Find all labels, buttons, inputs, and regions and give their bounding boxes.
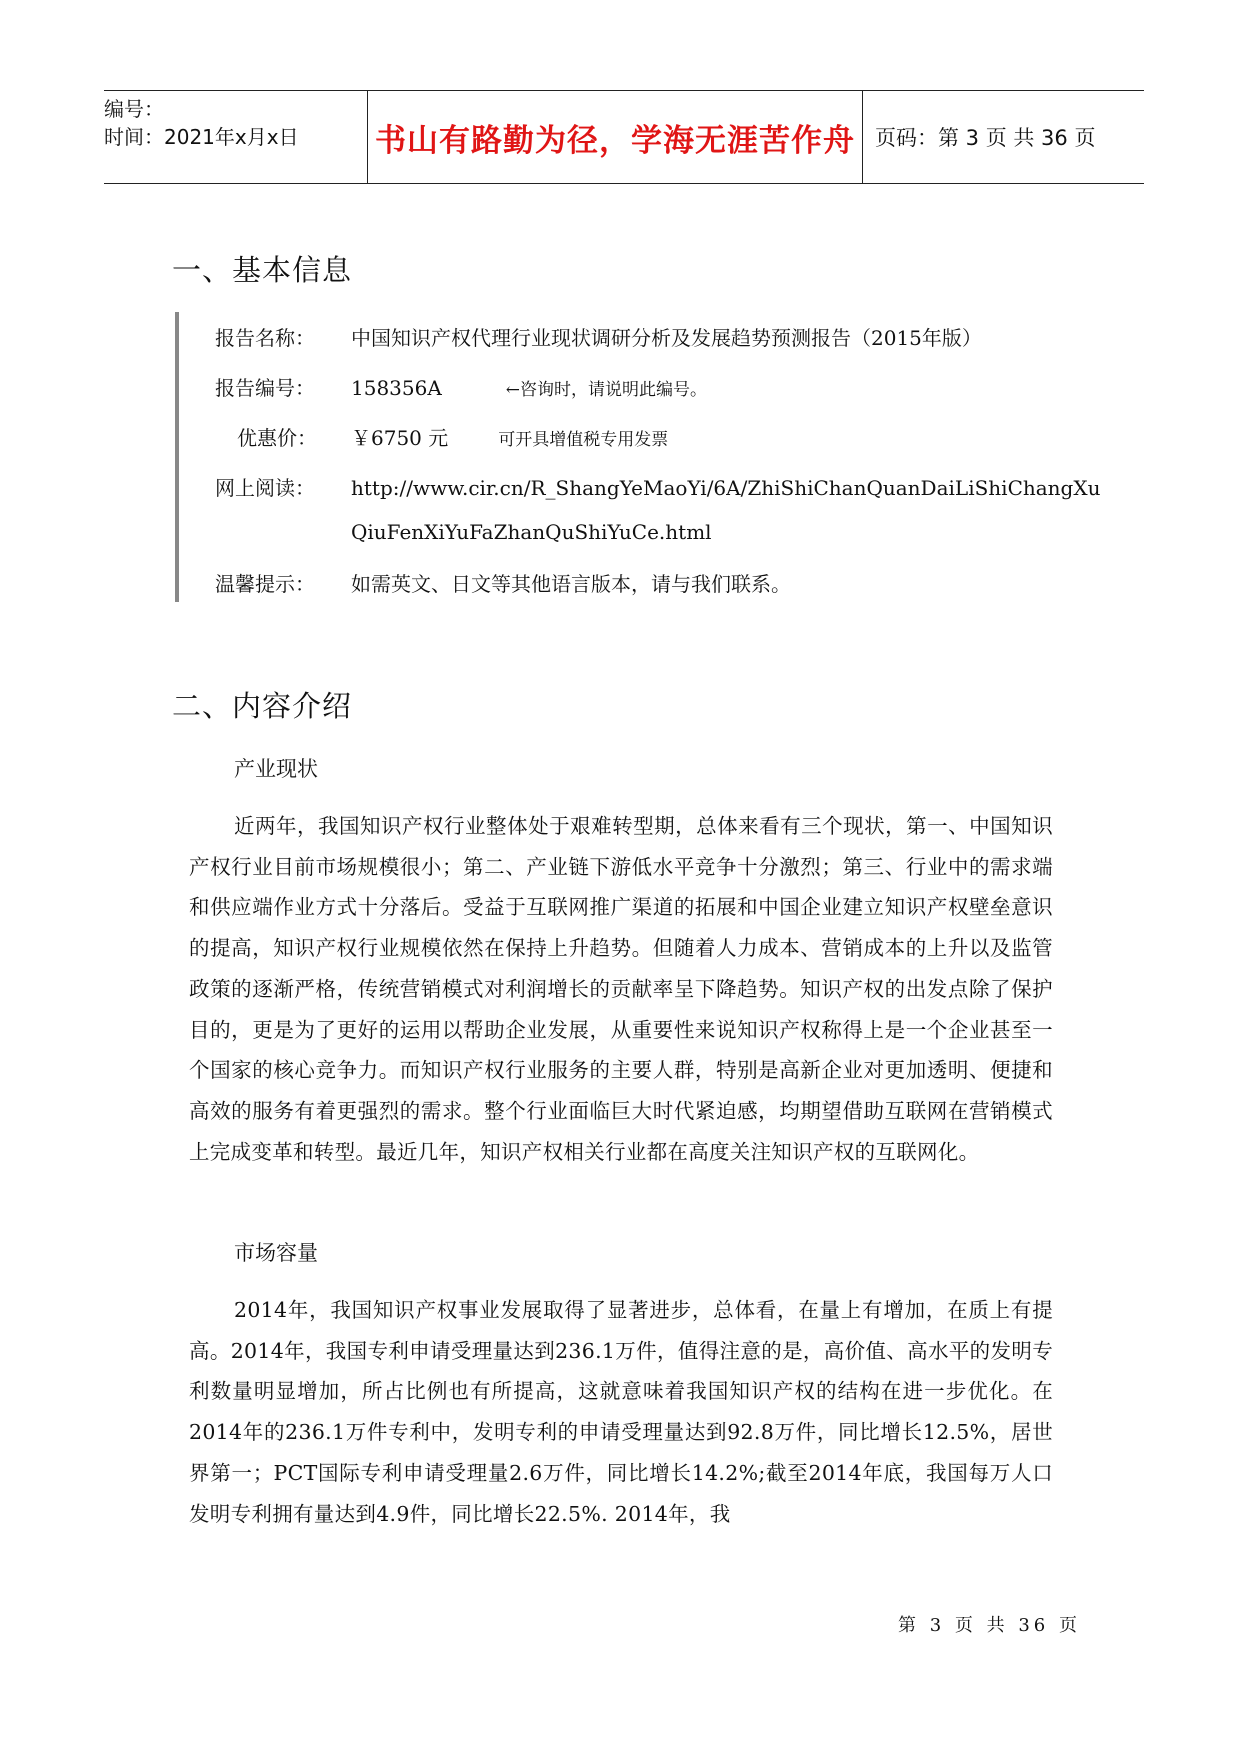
info-row-tip — [215, 568, 791, 597]
info-row-online-url — [215, 472, 1100, 501]
section-title-content-intro: 二、内容介绍 — [172, 689, 353, 723]
header-page-number: 页码：第 3 页 共 36 页 — [875, 126, 1096, 150]
info-row-online-url-cont — [351, 520, 712, 544]
info-note: 可开具增值税专用发票 — [498, 430, 669, 450]
paragraph-industry-status: 近两年，我国知识产权行业整体处于艰难转型期，总体来看有三个现状，第一、中国知识产权行业目前市场规模很小；第二、产业链下游低水平竞争十分激烈；第三、行业中的需求端和供应端作业方式十分落后。受益于互联网推广渠道的拓展和中国企业建立知识产权壁垒意识的提高，知识产权行业规模依然在保持上升趋势。但随着人力成本、营销成本的上升以及监管政策的逐渐严格，传统营销模式对利润增长的贡献率呈下降趋势。知识产权的出发点除了保护目的，更是为了更好的运用以帮助企业发展，从重要性来说知识产权称得上是一个企业甚至一个国家的核心竞争力。而知识产权行业服务的主要人群，特别是高新企业对更加透明、便捷和高效的服务有着更强烈的需求。整个行业面临巨大时代紧迫感，均期望借助互联网在营销模式上完成变革和转型。最近几年，知识产权相关行业都在高度关注知识产权的互联网化。 — [189, 814, 1053, 1164]
page-footer: 第 3 页 共 36 页 — [898, 1615, 1081, 1636]
info-row-report-name — [215, 322, 982, 351]
info-label: 优惠价： — [237, 426, 317, 450]
report-url-link[interactable]: http://www.cir.cn/R_ShangYeMaoYi/6A/ZhiShiChanQuanDaiLiShiChangXu — [351, 476, 1101, 500]
subheading-industry-status: 产业现状 — [234, 757, 318, 781]
header-motto: 书山有路勤为径，学海无涯苦作舟 — [368, 91, 863, 183]
page-header — [104, 90, 1144, 184]
paragraph-market-capacity: 2014年，我国知识产权事业发展取得了显著进步，总体看，在量上有增加，在质上有提高。2014年，我国专利申请受理量达到236.1万件，值得注意的是，高价值、高水平的发明专利数量明显增加，所占比例也有所提高，这就意味着我国知识产权的结构在进一步优化。在2014年的236.1万件专利中，发明专利的申请受理量达到92.8万件，同比增长12.5%，居世界第一；PCT国际专利申请受理量2.6万件，同比增长14.2%;截至2014年底，我国每万人口发明专利拥有量达到4.9件，同比增长22.5%. 2014年，我 — [189, 1298, 1053, 1526]
info-value: 中国知识产权代理行业现状调研分析及发展趋势预测报告（2015年版） — [351, 326, 982, 350]
info-label: 报告名称： — [215, 326, 315, 350]
info-label: 报告编号： — [215, 376, 315, 400]
info-label: 网上阅读： — [215, 476, 315, 500]
info-value: ￥6750 元 — [351, 426, 449, 450]
info-value: 如需英文、日文等其他语言版本，请与我们联系。 — [351, 572, 791, 596]
info-row-price — [237, 422, 668, 451]
info-row-report-number — [215, 372, 707, 401]
info-value: 158356A — [351, 376, 442, 400]
subheading-market-capacity: 市场容量 — [234, 1241, 318, 1265]
report-url-link-cont[interactable]: QiuFenXiYuFaZhanQuShiYuCe.html — [351, 520, 712, 544]
doc-number-label: 编号： — [104, 97, 164, 121]
basic-info-block — [175, 312, 1101, 602]
info-note: ←咨询时，请说明此编号。 — [505, 380, 708, 400]
header-meta — [104, 91, 368, 183]
doc-time-label: 时间：2021年x月x日 — [104, 125, 299, 149]
section-title-basic-info: 一、基本信息 — [172, 253, 353, 287]
info-label: 温馨提示： — [215, 572, 315, 596]
